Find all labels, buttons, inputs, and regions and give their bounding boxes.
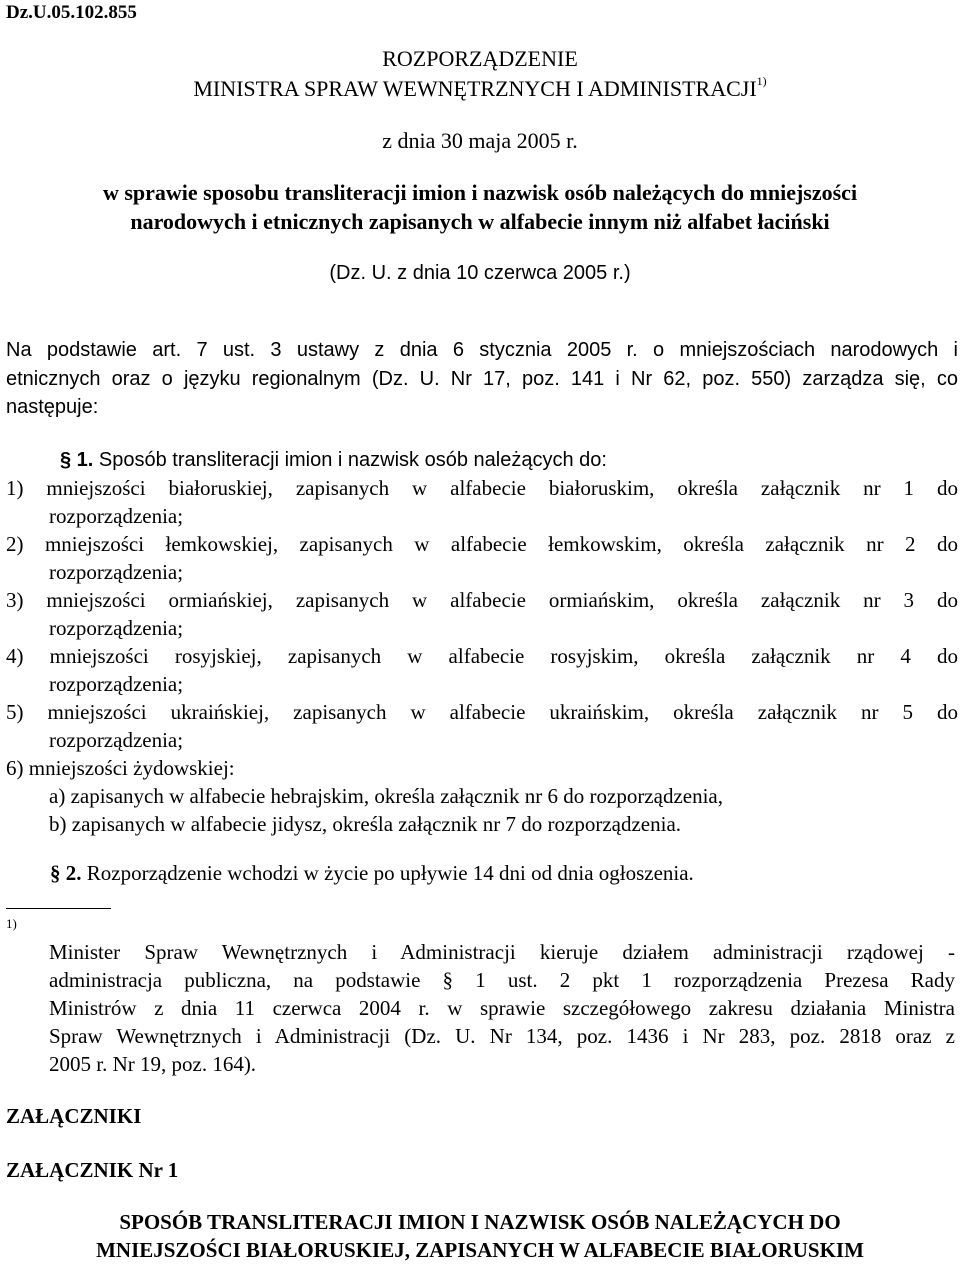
footnote-line-5: 2005 r. Nr 19, poz. 164). [49, 1052, 257, 1076]
item-4-line-1: 4) mniejszości rosyjskiej, zapisanych w alfabecie rosyjskim, określa załącznik nr 4 do [6, 644, 958, 668]
document-signature: Dz.U.05.102.855 [6, 2, 137, 23]
footnote-line-1: Minister Spraw Wewnętrznych i Administracji kieruje działem administracji rządowej - [49, 940, 955, 964]
section-2-marker: § 2. [50, 861, 82, 885]
item-3-line-2: rozporządzenia; [49, 616, 184, 640]
preamble-line-3: następuje: [6, 396, 99, 418]
footnote-line-3: Ministrów z dnia 11 czerwca 2004 r. w sprawie szczegółowego zakresu działania Ministra [49, 996, 955, 1020]
annex-1-title-line-2: MNIEJSZOŚCI BIAŁORUSKIEJ, ZAPISANYCH W ALFABECIE BIAŁORUSKIM [96, 1238, 864, 1262]
item-2-line-1: 2) mniejszości łemkowskiej, zapisanych w alfabecie łemkowskim, określa załącznik nr 2 do [6, 532, 958, 556]
title-ministry [0, 76, 960, 102]
section-1-heading [60, 449, 607, 472]
item-6b: b) zapisanych w alfabecie jidysz, określa załącznik nr 7 do rozporządzenia. [49, 812, 682, 836]
item-3-line-1: 3) mniejszości ormiańskiej, zapisanych w alfabecie ormiańskim, określa załącznik nr 3 do [6, 588, 958, 612]
item-1-line-2: rozporządzenia; [49, 504, 184, 528]
footnote-reference: 1) [756, 74, 767, 88]
section-2-text: Rozporządzenie wchodzi w życie po upływie 14 dni od dnia ogłoszenia. [86, 861, 694, 885]
item-1-line-1: 1) mniejszości białoruskiej, zapisanych w alfabecie białoruskim, określa załącznik nr 1 do [6, 476, 958, 500]
footnote-line-2: administracja publiczna, na podstawie § 1 ust. 2 pkt 1 rozporządzenia Prezesa Rady [49, 968, 955, 992]
title-ministry-text: MINISTRA SPRAW WEWNĘTRZNYCH I ADMINISTRACJI [193, 76, 757, 101]
section-2 [50, 861, 694, 886]
item-6: 6) mniejszości żydowskiej: [6, 756, 235, 780]
annex-1-heading: ZAŁĄCZNIK Nr 1 [6, 1158, 179, 1182]
section-1-intro: Sposób transliteracji imion i nazwisk osób należących do: [98, 449, 607, 471]
title-date: z dnia 30 maja 2005 r. [382, 128, 578, 153]
publication-reference: (Dz. U. z dnia 10 czerwca 2005 r.) [329, 262, 631, 284]
annex-1-title-line-1: SPOSÓB TRANSLITERACJI IMION I NAZWISK OSÓB NALEŻĄCYCH DO [119, 1210, 841, 1234]
preamble-line-2: etnicznych oraz o języku regionalnym (Dz. U. Nr 17, poz. 141 i Nr 62, poz. 550) zarządza się, co [6, 368, 958, 390]
footnote-divider [6, 908, 111, 909]
footnote-line-4: Spraw Wewnętrznych i Administracji (Dz. U. Nr 134, poz. 1436 i Nr 283, poz. 2818 oraz z [49, 1024, 955, 1048]
footnote-mark: 1) [6, 916, 17, 931]
preamble-line-1: Na podstawie art. 7 ust. 3 ustawy z dnia 6 stycznia 2005 r. o mniejszościach narodowych i [6, 339, 958, 361]
title-subject-line-2: narodowych i etnicznych zapisanych w alfabecie innym niż alfabet łaciński [130, 209, 830, 234]
item-2-line-2: rozporządzenia; [49, 560, 184, 584]
item-5-line-2: rozporządzenia; [49, 728, 184, 752]
item-6a: a) zapisanych w alfabecie hebrajskim, określa załącznik nr 6 do rozporządzenia, [49, 784, 723, 808]
title-rozporzadzenie: ROZPORZĄDZENIE [382, 46, 578, 71]
item-4-line-2: rozporządzenia; [49, 672, 184, 696]
item-5-line-1: 5) mniejszości ukraińskiej, zapisanych w alfabecie ukraińskim, określa załącznik nr 5 do [6, 700, 958, 724]
attachments-heading: ZAŁĄCZNIKI [6, 1104, 142, 1128]
section-1-marker: § 1. [60, 449, 94, 471]
title-subject-line-1: w sprawie sposobu transliteracji imion i nazwisk osób należących do mniejszości [102, 180, 858, 205]
